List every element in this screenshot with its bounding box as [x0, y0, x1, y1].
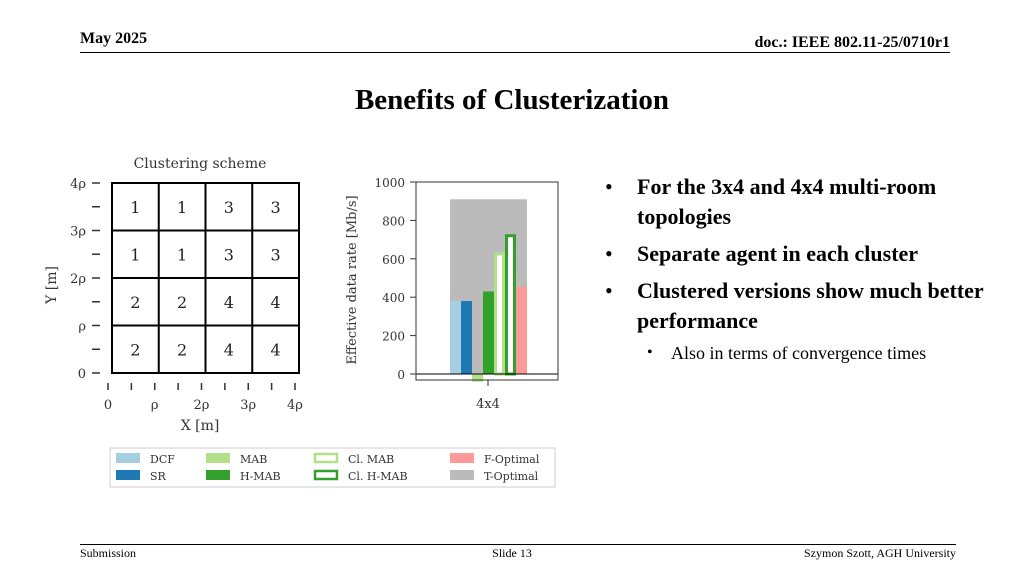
chart-bars [450, 199, 527, 381]
grid-cell-label: 1 [130, 197, 141, 217]
chart-y-label: Effective data rate [Mb/s] [345, 195, 360, 365]
header-doc-id: doc.: IEEE 802.11-25/0710r1 [754, 34, 950, 51]
bullet-item [605, 276, 985, 336]
legend-label: F-Optimal [484, 453, 540, 466]
legend-swatch [206, 453, 230, 463]
bullet-marker: • [605, 174, 613, 199]
footer-submission: Submission [80, 546, 137, 560]
legend-swatch [315, 471, 337, 479]
grid-cell-label: 1 [177, 197, 188, 217]
bullet-marker: • [605, 241, 613, 266]
clustering-grid [44, 156, 303, 434]
footer-slide-number: Slide 13 [492, 546, 532, 560]
legend-label: MAB [240, 453, 268, 466]
bullet-marker: • [605, 278, 613, 303]
legend-swatch [450, 453, 474, 463]
bar-sr [461, 301, 472, 374]
bullet-item [605, 172, 985, 232]
chart-x-tick-label: 4x4 [476, 397, 500, 412]
grid-x-tick-label: ρ [150, 398, 159, 413]
bullet-text: Clustered versions show much better performance [637, 278, 984, 333]
legend-swatch [206, 470, 230, 480]
grid-cell-label: 3 [223, 245, 234, 265]
grid-y-ticks [70, 177, 100, 382]
header-date: May 2025 [80, 30, 148, 47]
grid-cell-label: 1 [130, 245, 141, 265]
grid-cell-label: 3 [270, 245, 281, 265]
grid-y-tick-label: 4ρ [70, 177, 86, 192]
footer-divider [80, 544, 956, 545]
chart-y-tick-label: 0 [397, 368, 405, 382]
grid-cell-label: 3 [223, 197, 234, 217]
grid-y-label: Y [m] [44, 266, 60, 304]
sub-bullet-item [605, 341, 985, 365]
grid-y-tick-label: ρ [78, 319, 86, 335]
legend-swatch [315, 454, 337, 462]
grid-cell-label: 1 [177, 245, 188, 265]
grid-cell-label: 4 [270, 292, 281, 312]
slide-title: Benefits of Clusterization [354, 84, 670, 116]
grid-x-label: X [m] [180, 418, 220, 434]
legend-label: SR [150, 470, 166, 483]
chart-y-tick-label: 800 [382, 214, 405, 229]
chart-y-tick-label: 200 [382, 329, 405, 344]
grid-cell-label: 3 [270, 197, 281, 217]
footer-author: Szymon Szott, AGH University [804, 546, 956, 560]
legend-label: DCF [150, 453, 175, 466]
bar-dcf [450, 301, 461, 374]
chart-y-tick-label: 600 [382, 252, 405, 267]
legend-swatch [116, 470, 140, 480]
grid-cell-label: 4 [223, 292, 234, 312]
grid-cell-label: 2 [177, 292, 188, 312]
bar-cl-h-mab [507, 236, 515, 374]
bar-f-optimal [516, 287, 527, 374]
chart-y-tick-label: 1000 [374, 176, 405, 190]
bar-chart [345, 176, 558, 412]
grid-title: Clustering scheme [133, 156, 267, 172]
legend-label: Cl. H-MAB [348, 470, 408, 483]
chart-y-tick-label: 400 [382, 291, 405, 306]
legend-swatch [116, 453, 140, 463]
bullet-list [605, 172, 985, 365]
chart-x-ticks [476, 380, 500, 412]
grid-x-tick-label: 2ρ [193, 398, 210, 413]
grid-y-tick-label: 0 [77, 367, 86, 382]
grid-cell-label: 4 [223, 340, 234, 360]
bullet-item [605, 239, 985, 269]
grid-cell-label: 2 [177, 340, 188, 360]
grid-cell-label: 2 [130, 340, 141, 360]
bar-cl-mab [496, 254, 504, 374]
bar-mab [472, 374, 483, 382]
sub-bullet-text: Also in terms of convergence times [671, 343, 927, 363]
legend-label: T-Optimal [484, 470, 539, 483]
grid-cell-label: 4 [270, 340, 281, 360]
grid-x-ticks [104, 383, 303, 413]
grid-y-tick-label: 2ρ [70, 272, 86, 287]
grid-y-tick-label: 3ρ [70, 224, 86, 240]
grid-cell-label: 2 [130, 292, 141, 312]
bullet-text: Separate agent in each cluster [637, 241, 919, 266]
grid-x-tick-label: 3ρ [240, 398, 257, 413]
legend-label: H-MAB [240, 470, 281, 483]
sub-bullet-marker: • [647, 344, 653, 361]
bullet-text: For the 3x4 and 4x4 multi-room topologies [637, 174, 937, 229]
chart-y-ticks [374, 176, 416, 382]
chart-legend [110, 448, 555, 487]
grid-x-tick-label: 4ρ [287, 398, 303, 413]
grid-x-tick-label: 0 [103, 398, 113, 413]
bar-h-mab [483, 291, 494, 374]
legend-swatch [450, 470, 474, 480]
legend-label: Cl. MAB [348, 453, 395, 466]
